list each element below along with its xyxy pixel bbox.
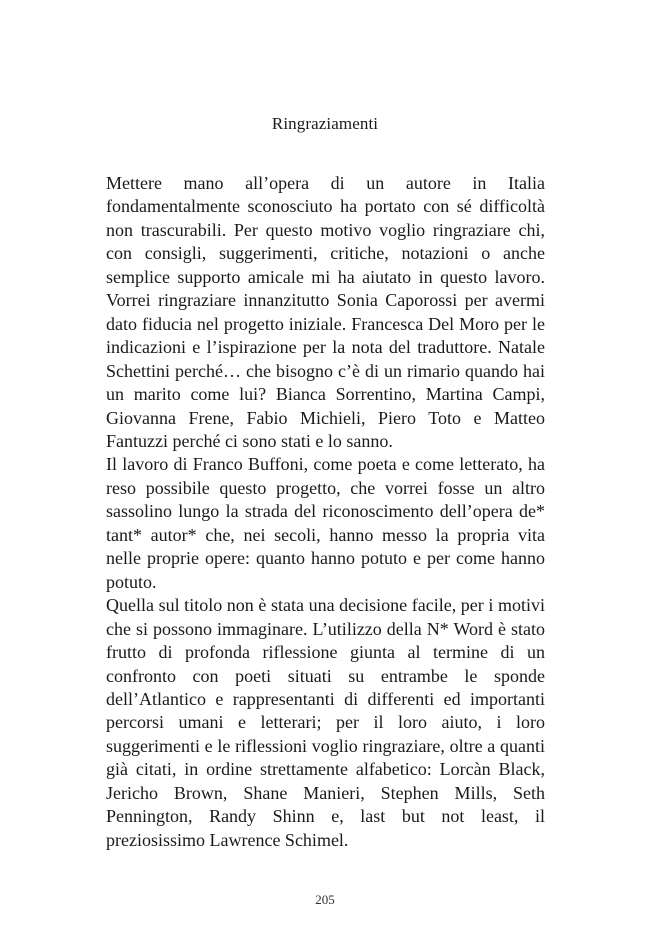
page-title: Ringraziamenti xyxy=(271,114,379,133)
paragraph: Quella sul titolo non è stata una decisione facile, per i motivi che si possono immaginare. L’utilizzo della N* Word è stato frutto di profonda riflessione giunta al termine di un confronto con poeti situati su entrambe le sponde dell’Atlantico e rappresentanti di differenti ed importanti percorsi umani e letterari; per il loro aiuto, i loro suggerimenti e le riflessioni voglio ringraziare, oltre a quanti già citati, in ordine strettamente alfabetico: Lorcàn Black, Jericho Brown, Shane Manieri, Stephen Mills, Seth Pennington, Randy Shinn e, last but not least, il preziosissimo Lawrence Schimel. xyxy=(106,595,545,850)
body-text xyxy=(106,172,545,852)
paragraph: Il lavoro di Franco Buffoni, come poeta e come letterato, ha reso possibile questo progetto, che vorrei fosse un altro sassolino lungo la strada del riconoscimento dell’opera de* tant* autor* che, nei secoli, hanno messo la propria vita nelle proprie opere: quanto hanno potuto e per come hanno potuto. xyxy=(106,454,545,592)
page-number: 205 xyxy=(315,892,335,907)
paragraph: Mettere mano all’opera di un autore in Italia fondamentalmente sconosciuto ha portato con sé difficoltà non trascurabili. Per questo motivo voglio ringraziare chi, con consigli, suggerimenti, critiche, notazioni o anche semplice supporto amicale mi ha aiutato in questo lavoro. Vorrei ringraziare innanzitutto Sonia Caporossi per avermi dato fiducia nel progetto iniziale. Francesca Del Moro per le indicazioni e l’ispirazione per la nota del traduttore. Natale Schettini perché… che bisogno c’è di un rimario quando hai un marito come lui? Bianca Sorrentino, Martina Campi, Giovanna Frene, Fabio Michieli, Piero Toto e Matteo Fantuzzi perché ci sono stati e lo sanno. xyxy=(106,173,545,451)
